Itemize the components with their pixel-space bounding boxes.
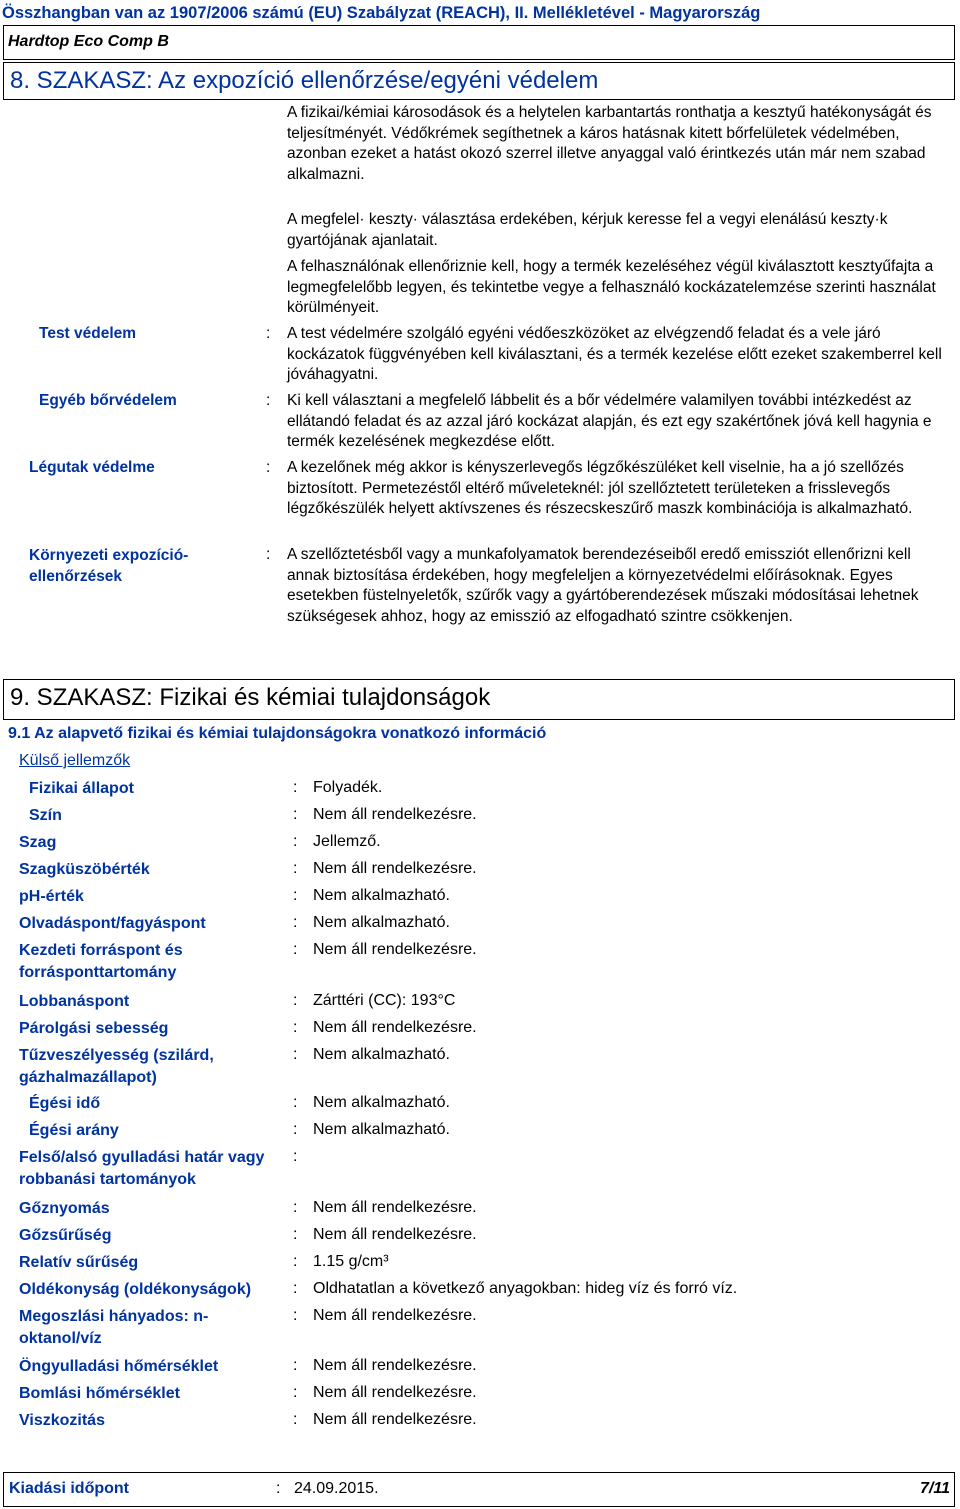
property-colon: : (293, 1094, 298, 1111)
property-value: Nem alkalmazható. (313, 1046, 450, 1063)
property-value: Jellemző. (313, 833, 381, 850)
property-label: Gőzsűrűség (19, 1227, 112, 1244)
property-value: Nem alkalmazható. (313, 1121, 450, 1138)
property-colon: : (293, 833, 298, 850)
property-value: Folyadék. (313, 779, 383, 796)
property-label: Szag (19, 834, 57, 851)
property-colon: : (293, 1199, 298, 1216)
property-colon: : (293, 1411, 298, 1428)
environmental-exposure-text: A szellőztetésből vagy a munkafolyamatok berendezéseiből eredő emissziót ellenőrizni kell annak biztosítása érdekében, hogy megfeleljen a környezetvédelmi előírásoknak. Egyes esetekben füstelnyeletők, szűrők vagy a gyártóberendezések műszaki módosításai lehetnek szükségesek ahhoz, hogy az emisszió az elfogadható szintre csökkenjen. (287, 546, 919, 625)
regulation-header: Összhangban van az 1907/2006 számú (EU) Szabályzat (REACH), II. Mellékletével - Magyarország (2, 4, 761, 22)
property-colon: : (293, 1357, 298, 1374)
property-colon: : (293, 1121, 298, 1138)
environmental-exposure-label: Környezeti expozíció-ellenőrzések (29, 547, 189, 585)
property-colon: : (293, 1148, 298, 1165)
property-colon: : (293, 1307, 298, 1324)
body-protection-colon: : (266, 325, 271, 342)
property-label: Oldékonyság (oldékonyságok) (19, 1281, 252, 1298)
issue-date-value: 24.09.2015. (294, 1480, 379, 1497)
body-protection-text: A test védelmére szolgáló egyéni védőeszközöket az elvégzendő feladat és a vele járó kockázatok függvényében kell kiválasztani, és a termék kezelése előtt ezeket szakemberrel kell jóváhagyatni. (287, 325, 942, 383)
property-label: Megoszlási hányados: n-oktanol/víz (19, 1308, 209, 1347)
respiratory-protection-label: Légutak védelme (29, 459, 155, 476)
property-colon: : (293, 806, 298, 823)
body-protection-label: Test védelem (39, 325, 137, 342)
property-label: Olvadáspont/fagyáspont (19, 915, 206, 932)
property-value: Nem áll rendelkezésre. (313, 1199, 477, 1216)
property-colon: : (293, 1253, 298, 1270)
property-value: Nem alkalmazható. (313, 1094, 450, 1111)
property-value: Nem áll rendelkezésre. (313, 1307, 477, 1324)
property-label: Égési idő (29, 1095, 101, 1112)
property-colon: : (293, 914, 298, 931)
product-name-box (3, 25, 955, 60)
section-9-title: 9. SZAKASZ: Fizikai és kémiai tulajdonságok (10, 684, 491, 711)
property-label: Párolgási sebesség (19, 1020, 169, 1037)
property-value: Nem áll rendelkezésre. (313, 1226, 477, 1243)
section-9-1-subtitle: 9.1 Az alapvető fizikai és kémiai tulajdonságokra vonatkozó információ (8, 725, 547, 742)
property-label: Szín (29, 807, 62, 824)
gloves-continued-p1: A fizikai/kémiai károsodások és a helytelen karbantartás ronthatja a kesztyű hatékonyságát és teljesítményét. Védőkrémek segíthetnek a káros hatásnak kitett bőrfelületek védelmében, azonban ezeket a hatást okozó szerrel illetve anyaggal való érintkezés után már nem szabad alkalmazni. (287, 104, 932, 183)
property-label: Relatív sűrűség (19, 1254, 139, 1271)
property-label: Tűzveszélyesség (szilárd, gázhalmazállapot) (19, 1047, 214, 1086)
property-value: Nem áll rendelkezésre. (313, 1384, 477, 1401)
property-value: Nem alkalmazható. (313, 914, 450, 931)
respiratory-protection-text: A kezelőnek még akkor is kényszerlevegős légzőkészüléket kell viselnie, ha a jó szellőzés biztosított. Permetezéstől eltérő műveleteknél: jól szellőztetett területeken a frisslevegős légzőkészülék helyett aktívszenes és részecskeszűrő maszk kombinációja is alkalmazható. (287, 459, 913, 517)
gloves-continued-p3: A felhasználónak ellenőriznie kell, hogy a termék kezeléséhez végül kiválasztott kesztyűfajta a legmegfelelőbb legyen, és tekintetbe vegye a felhasználó kockázatelemzése szerinti használat körülményeit. (287, 258, 936, 316)
other-skin-protection-colon: : (266, 392, 271, 409)
issue-date-label: Kiadási időpont (9, 1480, 129, 1497)
property-label: Kezdeti forráspont és forrásponttartomány (19, 942, 183, 981)
other-skin-protection-text: Ki kell választani a megfelelő lábbelit és a bőr védelmére valamilyen további intézkedést az ellátandó feladat és az azzal járó kockázat alapján, és ezt egy szakértőnek jóvá kell hagynia e termék kezelésének megkezdése előtt. (287, 392, 932, 450)
property-label: Bomlási hőmérséklet (19, 1385, 180, 1402)
property-colon: : (293, 941, 298, 958)
property-value: Nem áll rendelkezésre. (313, 1357, 477, 1374)
section-8-title: 8. SZAKASZ: Az expozíció ellenőrzése/egyéni védelem (10, 67, 599, 94)
property-value: Nem áll rendelkezésre. (313, 941, 477, 958)
property-value: Oldhatatlan a következő anyagokban: hideg víz és forró víz. (313, 1280, 738, 1297)
property-label: Fizikai állapot (29, 780, 134, 797)
property-colon: : (293, 1046, 298, 1063)
property-value: Nem alkalmazható. (313, 887, 450, 904)
property-value: Zárttéri (CC): 193°C (313, 992, 456, 1009)
property-colon: : (293, 1384, 298, 1401)
property-colon: : (293, 1019, 298, 1036)
environmental-exposure-colon: : (266, 546, 271, 563)
page-number: 7/11 (920, 1480, 950, 1497)
property-label: Felső/alsó gyulladási határ vagy robbanási tartományok (19, 1149, 265, 1188)
property-colon: : (293, 992, 298, 1009)
property-value: 1.15 g/cm³ (313, 1253, 389, 1270)
property-colon: : (293, 1280, 298, 1297)
property-value: Nem áll rendelkezésre. (313, 806, 477, 823)
property-colon: : (293, 887, 298, 904)
property-value: Nem áll rendelkezésre. (313, 1019, 477, 1036)
footer (3, 1472, 955, 1507)
external-characteristics-heading: Külső jellemzők (19, 752, 131, 769)
property-label: Öngyulladási hőmérséklet (19, 1358, 219, 1375)
respiratory-protection-colon: : (266, 459, 271, 476)
section-9-title-box (3, 679, 955, 720)
gloves-continued-p2: A megfelel· keszty· választása erdekében, kérjuk keresse fel a vegyi elenálású keszty·k gyartójának ajanlatait. (287, 211, 888, 249)
property-label: Lobbanáspont (19, 993, 130, 1010)
other-skin-protection-label: Egyéb bőrvédelem (39, 392, 177, 409)
property-label: Égési arány (29, 1122, 119, 1139)
property-value: Nem áll rendelkezésre. (313, 1411, 477, 1428)
property-colon: : (293, 779, 298, 796)
property-label: pH-érték (19, 888, 84, 905)
property-colon: : (293, 860, 298, 877)
property-colon: : (293, 1226, 298, 1243)
property-label: Gőznyomás (19, 1200, 110, 1217)
property-label: Szagküszöbérték (19, 861, 150, 878)
property-value: Nem áll rendelkezésre. (313, 860, 477, 877)
property-label: Viszkozitás (19, 1412, 105, 1429)
section-8-title-box (3, 62, 955, 100)
issue-date-colon: : (276, 1480, 281, 1497)
product-name: Hardtop Eco Comp B (8, 33, 169, 50)
